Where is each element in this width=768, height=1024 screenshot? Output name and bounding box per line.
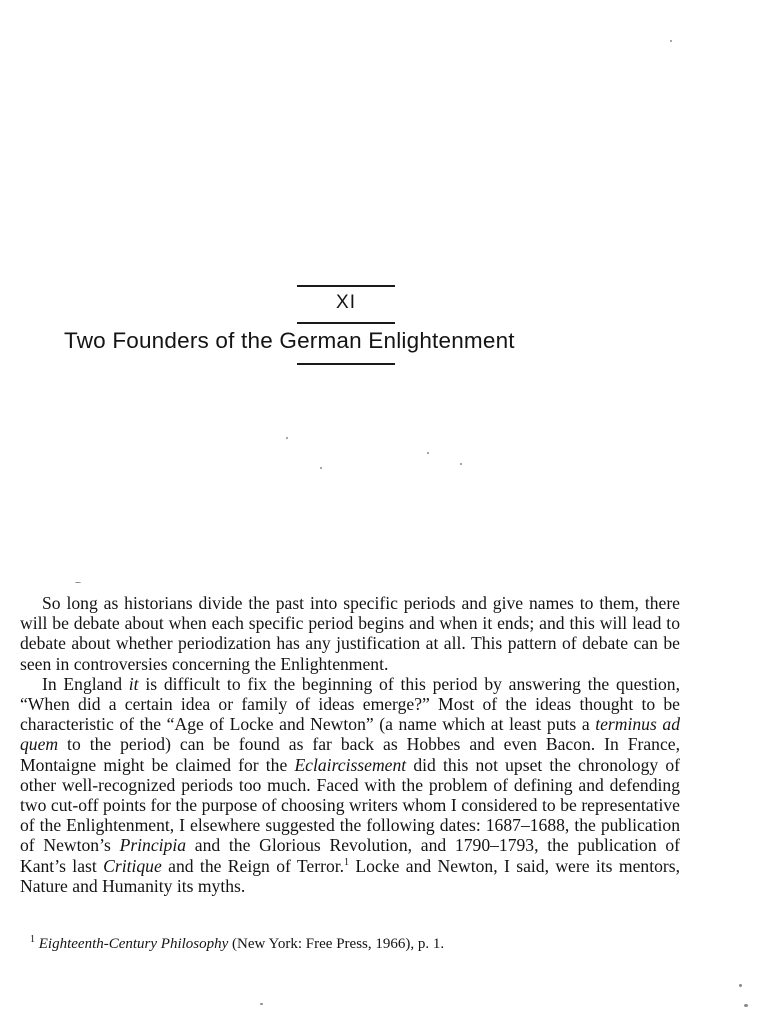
scan-speck bbox=[286, 437, 288, 439]
chapter-title: Two Founders of the German Enlightenment bbox=[64, 328, 515, 353]
scan-speck bbox=[427, 452, 429, 454]
paragraph-2: In England it is difficult to fix the beginning of this period by answering the question, “When did a certain idea or family of ideas emerge?” Most of the ideas thought to be characteristic of the “Age of Locke and Newton” (a name which at least puts a terminus ad quem to the period) can be found as far back as Hobbes and even Bacon. In France, Montaigne might be claimed for the Eclaircissement did this not upset the chronology of other well-recognized periods too much. Faced with the problem of defining and defending two cut-off points for the purpose of choosing writers whom I considered to be representative of the Enlightenment, I elsewhere suggested the following dates: 1687–1688, the publication of Newton’s Principia and the Glorious Revolution, and 1790–1793, the publication of Kant’s last Critique and the Reign of Terror.$^1$ Locke and Newton, I said, were its mentors, Nature and Humanity its myths. bbox=[20, 673, 681, 896]
footnote-reference: 1 bbox=[344, 856, 350, 868]
chapter-rule-top bbox=[297, 285, 395, 287]
footnote-marker: 1 bbox=[30, 934, 35, 945]
scan-speck bbox=[739, 984, 742, 987]
footnote-citation: (New York: Free Press, 1966), p. 1. bbox=[228, 936, 445, 952]
scan-speck bbox=[260, 1003, 263, 1005]
scan-speck bbox=[460, 463, 462, 465]
scan-speck bbox=[320, 467, 322, 469]
body-text bbox=[20, 593, 680, 896]
chapter-rule-bottom bbox=[297, 363, 395, 365]
scan-speck bbox=[670, 40, 672, 42]
chapter-rule-middle bbox=[297, 322, 395, 324]
paragraph-1: So long as historians divide the past into specific periods and give names to them, there will be debate about when each specific period begins and when it ends; and this will lead to debate about whether periodization has any justification at all. This pattern of debate can be seen in controversies concerning the Enlightenment. bbox=[20, 593, 680, 674]
footnote bbox=[30, 934, 690, 954]
footnote-book-title: Eighteenth-Century Philosophy bbox=[38, 936, 229, 952]
scan-speck bbox=[75, 582, 81, 583]
scan-speck bbox=[744, 1004, 748, 1007]
chapter-number: XI bbox=[336, 292, 356, 313]
